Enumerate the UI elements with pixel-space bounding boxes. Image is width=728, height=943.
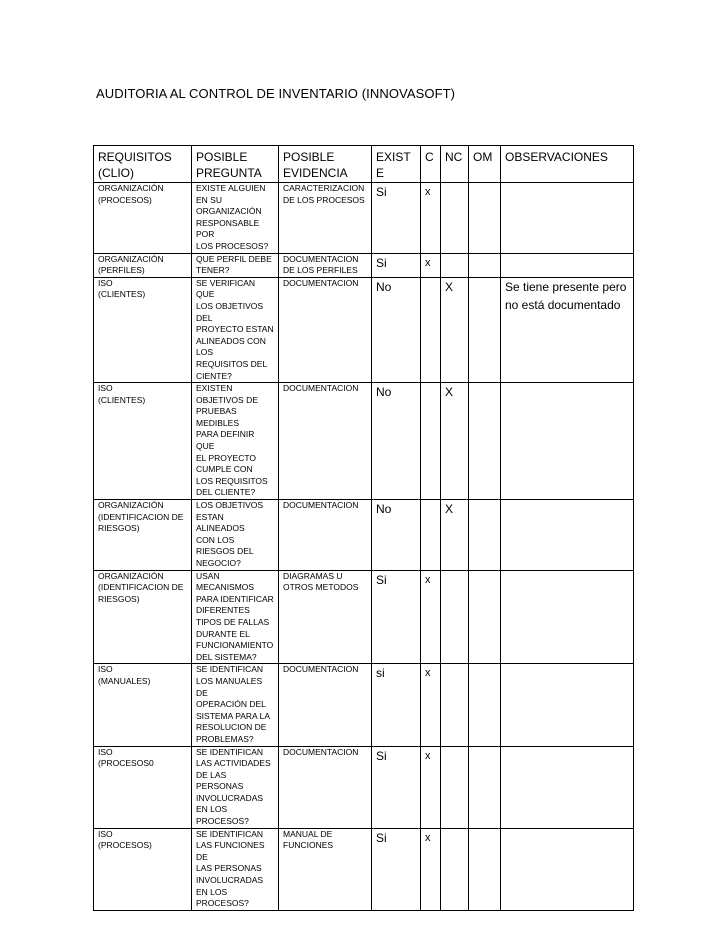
cell-c: x — [421, 664, 441, 746]
cell-om — [469, 253, 501, 277]
table-header-row — [94, 146, 634, 183]
cell-pregunta: LOS OBJETIVOS ESTAN ALINEADOS CON LOS RIESGOS DEL NEGOCIO? — [192, 500, 279, 571]
header-c: C — [421, 146, 441, 183]
cell-observaciones: Se tiene presente pero no está documentado — [501, 277, 634, 382]
cell-nc: X — [441, 383, 469, 500]
cell-om — [469, 828, 501, 910]
cell-om — [469, 500, 501, 571]
header-evidencia: POSIBLE EVIDENCIA — [279, 146, 372, 183]
cell-existe: Si — [372, 570, 421, 664]
cell-existe: No — [372, 383, 421, 500]
cell-observaciones — [501, 664, 634, 746]
cell-existe: No — [372, 277, 421, 382]
page-title: AUDITORIA AL CONTROL DE INVENTARIO (INNOVASOFT) — [96, 86, 456, 101]
header-om: OM — [469, 146, 501, 183]
cell-pregunta: SE IDENTIFICAN LAS ACTIVIDADES DE LAS PERSONAS INVOLUCRADAS EN LOS PROCESOS? — [192, 746, 279, 828]
cell-c: x — [421, 828, 441, 910]
cell-c: x — [421, 183, 441, 254]
cell-existe: Si — [372, 253, 421, 277]
cell-existe: si — [372, 664, 421, 746]
cell-requisito: ORGANIZACIÓN (IDENTIFICACION DE RIESGOS) — [94, 570, 192, 664]
cell-nc: X — [441, 500, 469, 571]
cell-requisito: ISO (PROCESOS0 — [94, 746, 192, 828]
cell-observaciones — [501, 828, 634, 910]
table-row — [94, 277, 634, 382]
cell-observaciones — [501, 500, 634, 571]
cell-nc: X — [441, 277, 469, 382]
cell-observaciones — [501, 746, 634, 828]
cell-evidencia: DOCUMENTACION DE LOS PERFILES — [279, 253, 372, 277]
cell-existe: Si — [372, 183, 421, 254]
cell-nc — [441, 664, 469, 746]
cell-om — [469, 383, 501, 500]
cell-pregunta: EXISTEN OBJETIVOS DE PRUEBAS MEDIBLES PARA DEFINIR QUE EL PROYECTO CUMPLE CON LOS REQUISITOS DEL CLIENTE? — [192, 383, 279, 500]
header-pregunta: POSIBLE PREGUNTA — [192, 146, 279, 183]
cell-evidencia: MANUAL DE FUNCIONES — [279, 828, 372, 910]
cell-c: x — [421, 746, 441, 828]
cell-requisito: ISO (CLIENTES) — [94, 383, 192, 500]
cell-pregunta: QUE PERFIL DEBE TENER? — [192, 253, 279, 277]
cell-c — [421, 500, 441, 571]
cell-observaciones — [501, 383, 634, 500]
cell-c: x — [421, 570, 441, 664]
table-row — [94, 183, 634, 254]
cell-om — [469, 183, 501, 254]
cell-requisito: ORGANIZACIÓN (PROCESOS) — [94, 183, 192, 254]
table-row — [94, 383, 634, 500]
cell-evidencia: CARACTERIZACION DE LOS PROCESOS — [279, 183, 372, 254]
cell-nc — [441, 253, 469, 277]
cell-om — [469, 277, 501, 382]
cell-evidencia: DIAGRAMAS U OTROS METODOS — [279, 570, 372, 664]
cell-nc — [441, 183, 469, 254]
cell-pregunta: SE IDENTIFICAN LAS FUNCIONES DE LAS PERSONAS INVOLUCRADAS EN LOS PROCESOS? — [192, 828, 279, 910]
cell-c: x — [421, 253, 441, 277]
cell-pregunta: USAN MECANISMOS PARA IDENTIFICAR DIFERENTES TIPOS DE FALLAS DURANTE EL FUNCIONAMIENTO DEL SISTEMA? — [192, 570, 279, 664]
cell-evidencia: DOCUMENTACION — [279, 277, 372, 382]
cell-om — [469, 664, 501, 746]
cell-existe: Si — [372, 746, 421, 828]
table-row — [94, 253, 634, 277]
table-row — [94, 570, 634, 664]
cell-observaciones — [501, 253, 634, 277]
cell-requisito: ISO (MANUALES) — [94, 664, 192, 746]
cell-requisito: ORGANIZACIÓN (PERFILES) — [94, 253, 192, 277]
cell-requisito: ISO (CLIENTES) — [94, 277, 192, 382]
cell-nc — [441, 570, 469, 664]
table-row — [94, 746, 634, 828]
table-row — [94, 500, 634, 571]
cell-pregunta: EXISTE ALGUIEN EN SU ORGANIZACIÓN RESPONSABLE POR LOS PROCESOS? — [192, 183, 279, 254]
cell-pregunta: SE VERIFICAN QUE LOS OBJETIVOS DEL PROYECTO ESTAN ALINEADOS CON LOS REQUISITOS DEL CIENTE? — [192, 277, 279, 382]
cell-pregunta: SE IDENTIFICAN LOS MANUALES DE OPERACIÓN DEL SISTEMA PARA LA RESOLUCION DE PROBLEMAS? — [192, 664, 279, 746]
cell-observaciones — [501, 183, 634, 254]
cell-requisito: ORGANIZACIÓN (IDENTIFICACION DE RIESGOS) — [94, 500, 192, 571]
cell-evidencia: DOCUMENTACION — [279, 746, 372, 828]
table-row — [94, 828, 634, 910]
header-observaciones: OBSERVACIONES — [501, 146, 634, 183]
header-requisitos: REQUISITOS (CLIO) — [94, 146, 192, 183]
header-existe: EXISTE — [372, 146, 421, 183]
cell-requisito: ISO (PROCESOS) — [94, 828, 192, 910]
cell-c — [421, 383, 441, 500]
cell-existe: Si — [372, 828, 421, 910]
cell-observaciones — [501, 570, 634, 664]
cell-evidencia: DOCUMENTACION — [279, 383, 372, 500]
table-row — [94, 664, 634, 746]
cell-existe: No — [372, 500, 421, 571]
audit-table — [93, 145, 634, 911]
cell-c — [421, 277, 441, 382]
cell-om — [469, 570, 501, 664]
cell-evidencia: DOCUMENTACION — [279, 500, 372, 571]
cell-om — [469, 746, 501, 828]
header-nc: NC — [441, 146, 469, 183]
cell-nc — [441, 746, 469, 828]
cell-nc — [441, 828, 469, 910]
cell-evidencia: DOCUMENTACION — [279, 664, 372, 746]
